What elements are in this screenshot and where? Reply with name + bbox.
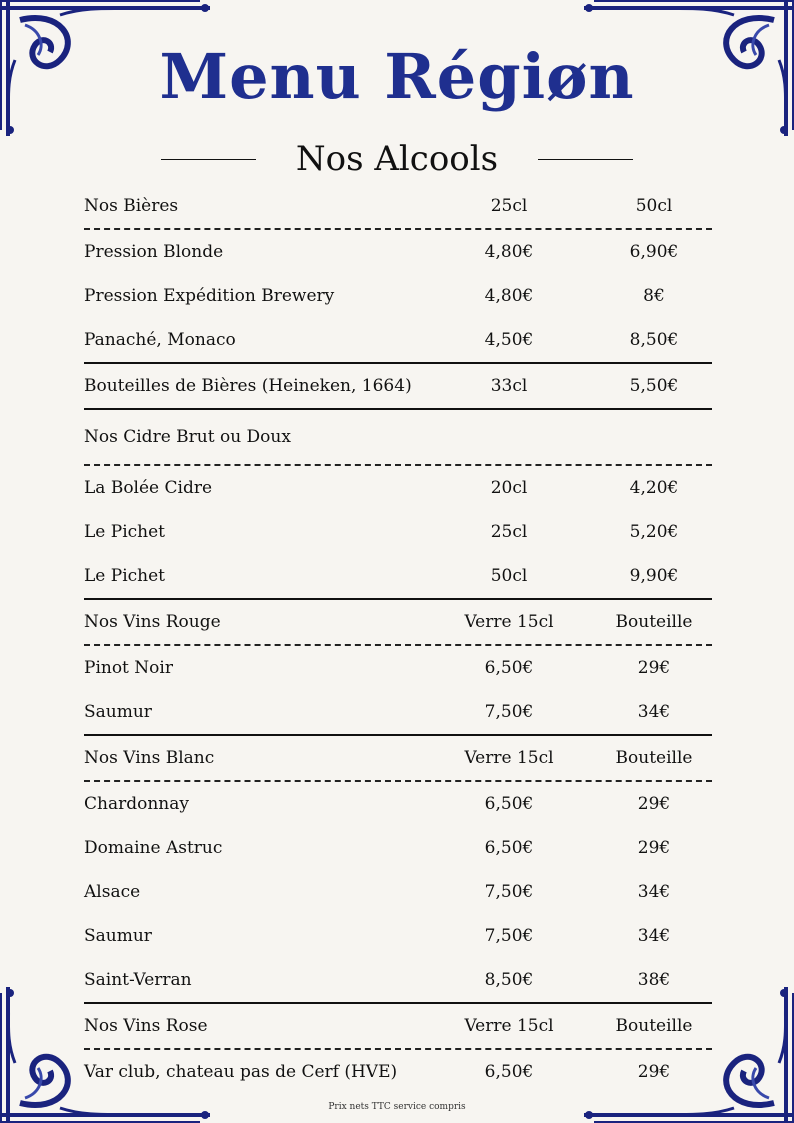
section-header-vins-rose <box>84 1004 712 1050</box>
subtitle-block <box>0 136 794 182</box>
item-price-bottle: 34€ <box>637 882 671 902</box>
item-price-bottle: 29€ <box>637 838 671 858</box>
item-price-1: 4,80€ <box>484 242 534 262</box>
menu-item <box>84 958 712 1004</box>
section-title: Nos Vins Rose <box>84 1016 208 1036</box>
item-price-glass: 6,50€ <box>484 658 534 678</box>
item-price-glass: 7,50€ <box>484 882 534 902</box>
item-name: Panaché, Monaco <box>84 330 236 350</box>
item-name: Bouteilles de Bières (Heineken, 1664) <box>84 376 412 396</box>
item-name: Saumur <box>84 702 152 722</box>
item-price-bottle: 29€ <box>637 658 671 678</box>
menu-item <box>84 1050 712 1094</box>
item-price-glass: 6,50€ <box>484 794 534 814</box>
item-name: Le Pichet <box>84 566 165 586</box>
item-price-1: 4,80€ <box>484 286 534 306</box>
item-price-bottle: 34€ <box>637 926 671 946</box>
menu-item <box>84 230 712 274</box>
menu-item <box>84 510 712 554</box>
item-name: Pression Blonde <box>84 242 224 262</box>
item-price: 9,90€ <box>629 566 679 586</box>
item-name: Var club, chateau pas de Cerf (HVE) <box>84 1062 398 1082</box>
item-price-2: 6,90€ <box>629 242 679 262</box>
menu-item <box>84 826 712 870</box>
column-header-1: Verre 15cl <box>464 612 554 632</box>
item-price-2: 8€ <box>643 286 665 306</box>
item-name: Pinot Noir <box>84 658 173 678</box>
item-price: 5,50€ <box>629 376 679 396</box>
column-header-1: Verre 15cl <box>464 748 554 768</box>
item-price-glass: 7,50€ <box>484 702 534 722</box>
menu-item <box>84 646 712 690</box>
section-title: Nos Cidre Brut ou Doux <box>84 427 291 447</box>
column-header-1: Verre 15cl <box>464 1016 554 1036</box>
page-subtitle: Nos Alcools <box>295 139 499 179</box>
item-price-2: 8,50€ <box>629 330 679 350</box>
item-size: 20cl <box>490 478 528 498</box>
menu-item <box>84 466 712 510</box>
item-name: Domaine Astruc <box>84 838 223 858</box>
item-size: 25cl <box>490 522 528 542</box>
item-price-bottle: 38€ <box>637 970 671 990</box>
section-header-vins-rouge <box>84 600 712 646</box>
item-size: 33cl <box>490 376 528 396</box>
item-price-glass: 7,50€ <box>484 926 534 946</box>
menu-item <box>84 554 712 600</box>
item-name: Pression Expédition Brewery <box>84 286 335 306</box>
section-title: Nos Vins Blanc <box>84 748 215 768</box>
section-header-cidre <box>84 410 712 466</box>
item-name: Saumur <box>84 926 152 946</box>
section-header-bieres <box>84 184 712 230</box>
subtitle-divider-left <box>161 159 256 160</box>
menu-item <box>84 274 712 318</box>
menu-item <box>84 690 712 736</box>
menu-list <box>84 184 712 1094</box>
item-name: Le Pichet <box>84 522 165 542</box>
item-price-bottle: 34€ <box>637 702 671 722</box>
item-name: Saint-Verran <box>84 970 192 990</box>
item-name: Chardonnay <box>84 794 189 814</box>
item-name: Alsace <box>84 882 141 902</box>
item-price-glass: 8,50€ <box>484 970 534 990</box>
column-header-2: Bouteille <box>615 1016 693 1036</box>
item-price-glass: 6,50€ <box>484 838 534 858</box>
item-price-1: 4,50€ <box>484 330 534 350</box>
item-name: La Bolée Cidre <box>84 478 213 498</box>
menu-item <box>84 914 712 958</box>
menu-item <box>84 318 712 364</box>
item-size: 50cl <box>490 566 528 586</box>
column-header-2: 50cl <box>635 196 673 216</box>
menu-item <box>84 870 712 914</box>
menu-item <box>84 364 712 410</box>
section-title: Nos Vins Rouge <box>84 612 221 632</box>
menu-item <box>84 782 712 826</box>
item-price: 4,20€ <box>629 478 679 498</box>
section-header-vins-blanc <box>84 736 712 782</box>
section-title: Nos Bières <box>84 196 179 216</box>
column-header-2: Bouteille <box>615 612 693 632</box>
item-price-glass: 6,50€ <box>484 1062 534 1082</box>
page-title: Menu Régiøn <box>159 40 635 113</box>
item-price: 5,20€ <box>629 522 679 542</box>
footer-note: Prix nets TTC service compris <box>328 1102 466 1112</box>
subtitle-divider-right <box>538 159 633 160</box>
column-header-2: Bouteille <box>615 748 693 768</box>
item-price-bottle: 29€ <box>637 794 671 814</box>
item-price-bottle: 29€ <box>637 1062 671 1082</box>
column-header-1: 25cl <box>490 196 528 216</box>
